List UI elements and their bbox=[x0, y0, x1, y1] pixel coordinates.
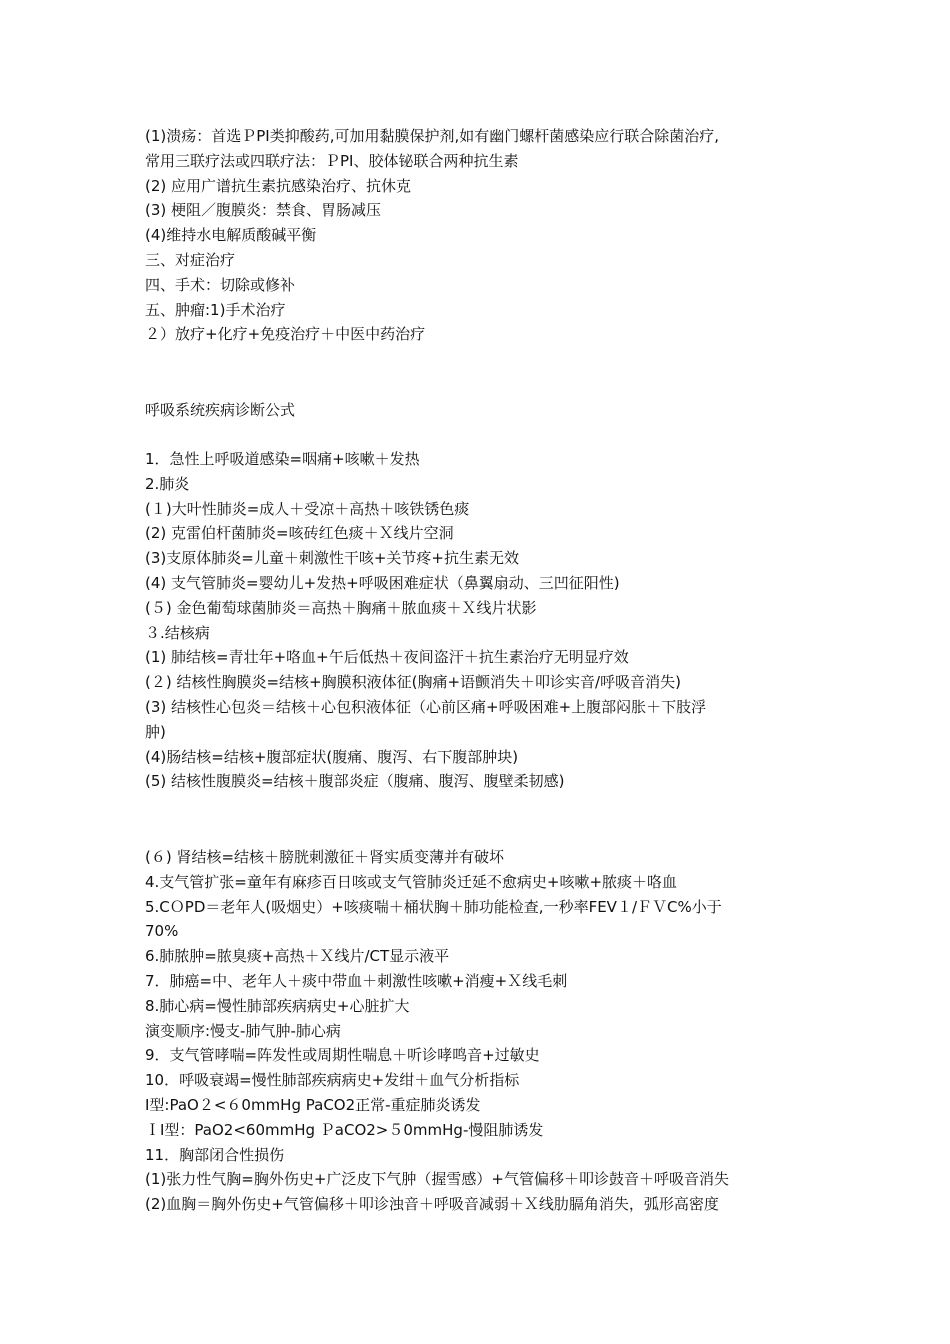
text-line: (5) 结核性腹膜炎=结核＋腹部炎症（腹痛、腹泻、腹壁柔韧感) bbox=[145, 772, 565, 791]
text-line: 1．急性上呼吸道感染=咽痛+咳嗽＋发热 bbox=[145, 450, 420, 468]
text-line: 7．肺癌=中、老年人＋痰中带血＋刺激性咳嗽+消瘦+Ｘ线毛刺 bbox=[145, 971, 568, 990]
respiratory-section bbox=[145, 447, 810, 794]
treatment-section bbox=[145, 124, 810, 347]
text-line: (１)大叶性肺炎=成人＋受凉＋高热＋咳铁锈色痰 bbox=[145, 499, 470, 518]
text-line: 三、对症治疗 bbox=[145, 250, 236, 269]
text-line: (3) 梗阻／腹膜炎：禁食、胃肠减压 bbox=[145, 201, 382, 220]
text-line: I型:PaO２<６0mmHg PaCO2正常-重症肺炎诱发 bbox=[145, 1095, 481, 1114]
text-line: (６) 肾结核=结核＋膀胱刺激征＋肾实质变薄并有破坏 bbox=[145, 848, 505, 866]
text-line: (2)血胸＝胸外伤史+气管偏移＋叩诊浊音＋呼吸音减弱＋Ｘ线肋膈角消失，弧形高密度 bbox=[145, 1195, 719, 1214]
text-line: ３.结核病 bbox=[145, 623, 210, 642]
text-line: 2.肺炎 bbox=[145, 474, 190, 493]
text-line: 70% bbox=[145, 922, 179, 941]
text-line: 4.支气管扩张=童年有麻疹百日咳或支气管肺炎迁延不愈病史+咳嗽+脓痰＋咯血 bbox=[145, 872, 678, 891]
text-line: 四、手术：切除或修补 bbox=[145, 275, 296, 294]
text-line: 常用三联疗法或四联疗法：ＰPI、胶体铋联合两种抗生素 bbox=[145, 151, 519, 170]
text-line: (3)支原体肺炎=儿童＋刺激性干咳+关节疼+抗生素无效 bbox=[145, 549, 519, 568]
text-line: (1)溃疡：首选ＰPI类抑酸药,可加用黏膜保护剂,如有幽门螺杆菌感染应行联合除菌治疗, bbox=[145, 127, 720, 145]
text-line: (1) 肺结核=青壮年+咯血+午后低热＋夜间盗汗＋抗生素治疗无明显疗效 bbox=[145, 648, 629, 667]
continued-section bbox=[145, 845, 810, 1217]
text-line: (4)维持水电解质酸碱平衡 bbox=[145, 226, 317, 245]
text-line: (1)张力性气胸=胸外伤史+广泛皮下气肿（握雪感）+气管偏移＋叩诊鼓音＋呼吸音消失 bbox=[145, 1170, 729, 1189]
section-heading: 呼吸系统疾病诊断公式 bbox=[145, 401, 296, 419]
text-line: ＩI型：PaO2<60mmHg ＰaCO2>５0mmHg-慢阻肺诱发 bbox=[145, 1120, 544, 1139]
text-line: 8.肺心病=慢性肺部疾病病史+心脏扩大 bbox=[145, 996, 410, 1015]
text-line: (2) 应用广谱抗生素抗感染治疗、抗休克 bbox=[145, 176, 412, 195]
text-line: 演变顺序:慢支-肺气肿-肺心病 bbox=[145, 1021, 341, 1040]
text-line: 5.CＯPD＝老年人(吸烟史）+咳痰喘＋桶状胸＋肺功能检查,一秒率FEV１/ＦＶC%小于 bbox=[145, 897, 722, 916]
text-line: 五、肿瘤:1)手术治疗 bbox=[145, 300, 286, 319]
text-line: (２) 结核性胸膜炎=结核+胸膜积液体征(胸痛+语颤消失＋叩诊实音/呼吸音消失) bbox=[145, 673, 681, 692]
text-line: (4) 支气管肺炎=婴幼儿+发热+呼吸困难症状（鼻翼扇动、三凹征阳性) bbox=[145, 573, 620, 592]
text-line: 9．支气管哮喘=阵发性或周期性喘息＋听诊哮鸣音+过敏史 bbox=[145, 1046, 540, 1065]
text-line: 肿) bbox=[145, 722, 166, 741]
text-line: ２）放疗+化疗+免疫治疗＋中医中药治疗 bbox=[145, 325, 426, 344]
text-line: (５) 金色葡萄球菌肺炎＝高热＋胸痛＋脓血痰＋Ｘ线片状影 bbox=[145, 598, 537, 617]
text-line: 10．呼吸衰竭=慢性肺部疾病病史+发绀＋血气分析指标 bbox=[145, 1071, 520, 1090]
text-line: (3) 结核性心包炎＝结核＋心包积液体征（心前区痛+呼吸困难+上腹部闷胀＋下肢浮 bbox=[145, 697, 707, 716]
text-line: (2) 克雷伯杆菌肺炎=咳砖红色痰＋Ｘ线片空洞 bbox=[145, 524, 454, 543]
respiratory-heading-block bbox=[145, 398, 810, 423]
text-line: 6.肺脓肿=脓臭痰+高热＋Ｘ线片/CT显示液平 bbox=[145, 947, 450, 966]
text-line: 11．胸部闭合性损伤 bbox=[145, 1145, 285, 1164]
text-line: (4)肠结核=结核+腹部症状(腹痛、腹泻、右下腹部肿块) bbox=[145, 747, 519, 766]
